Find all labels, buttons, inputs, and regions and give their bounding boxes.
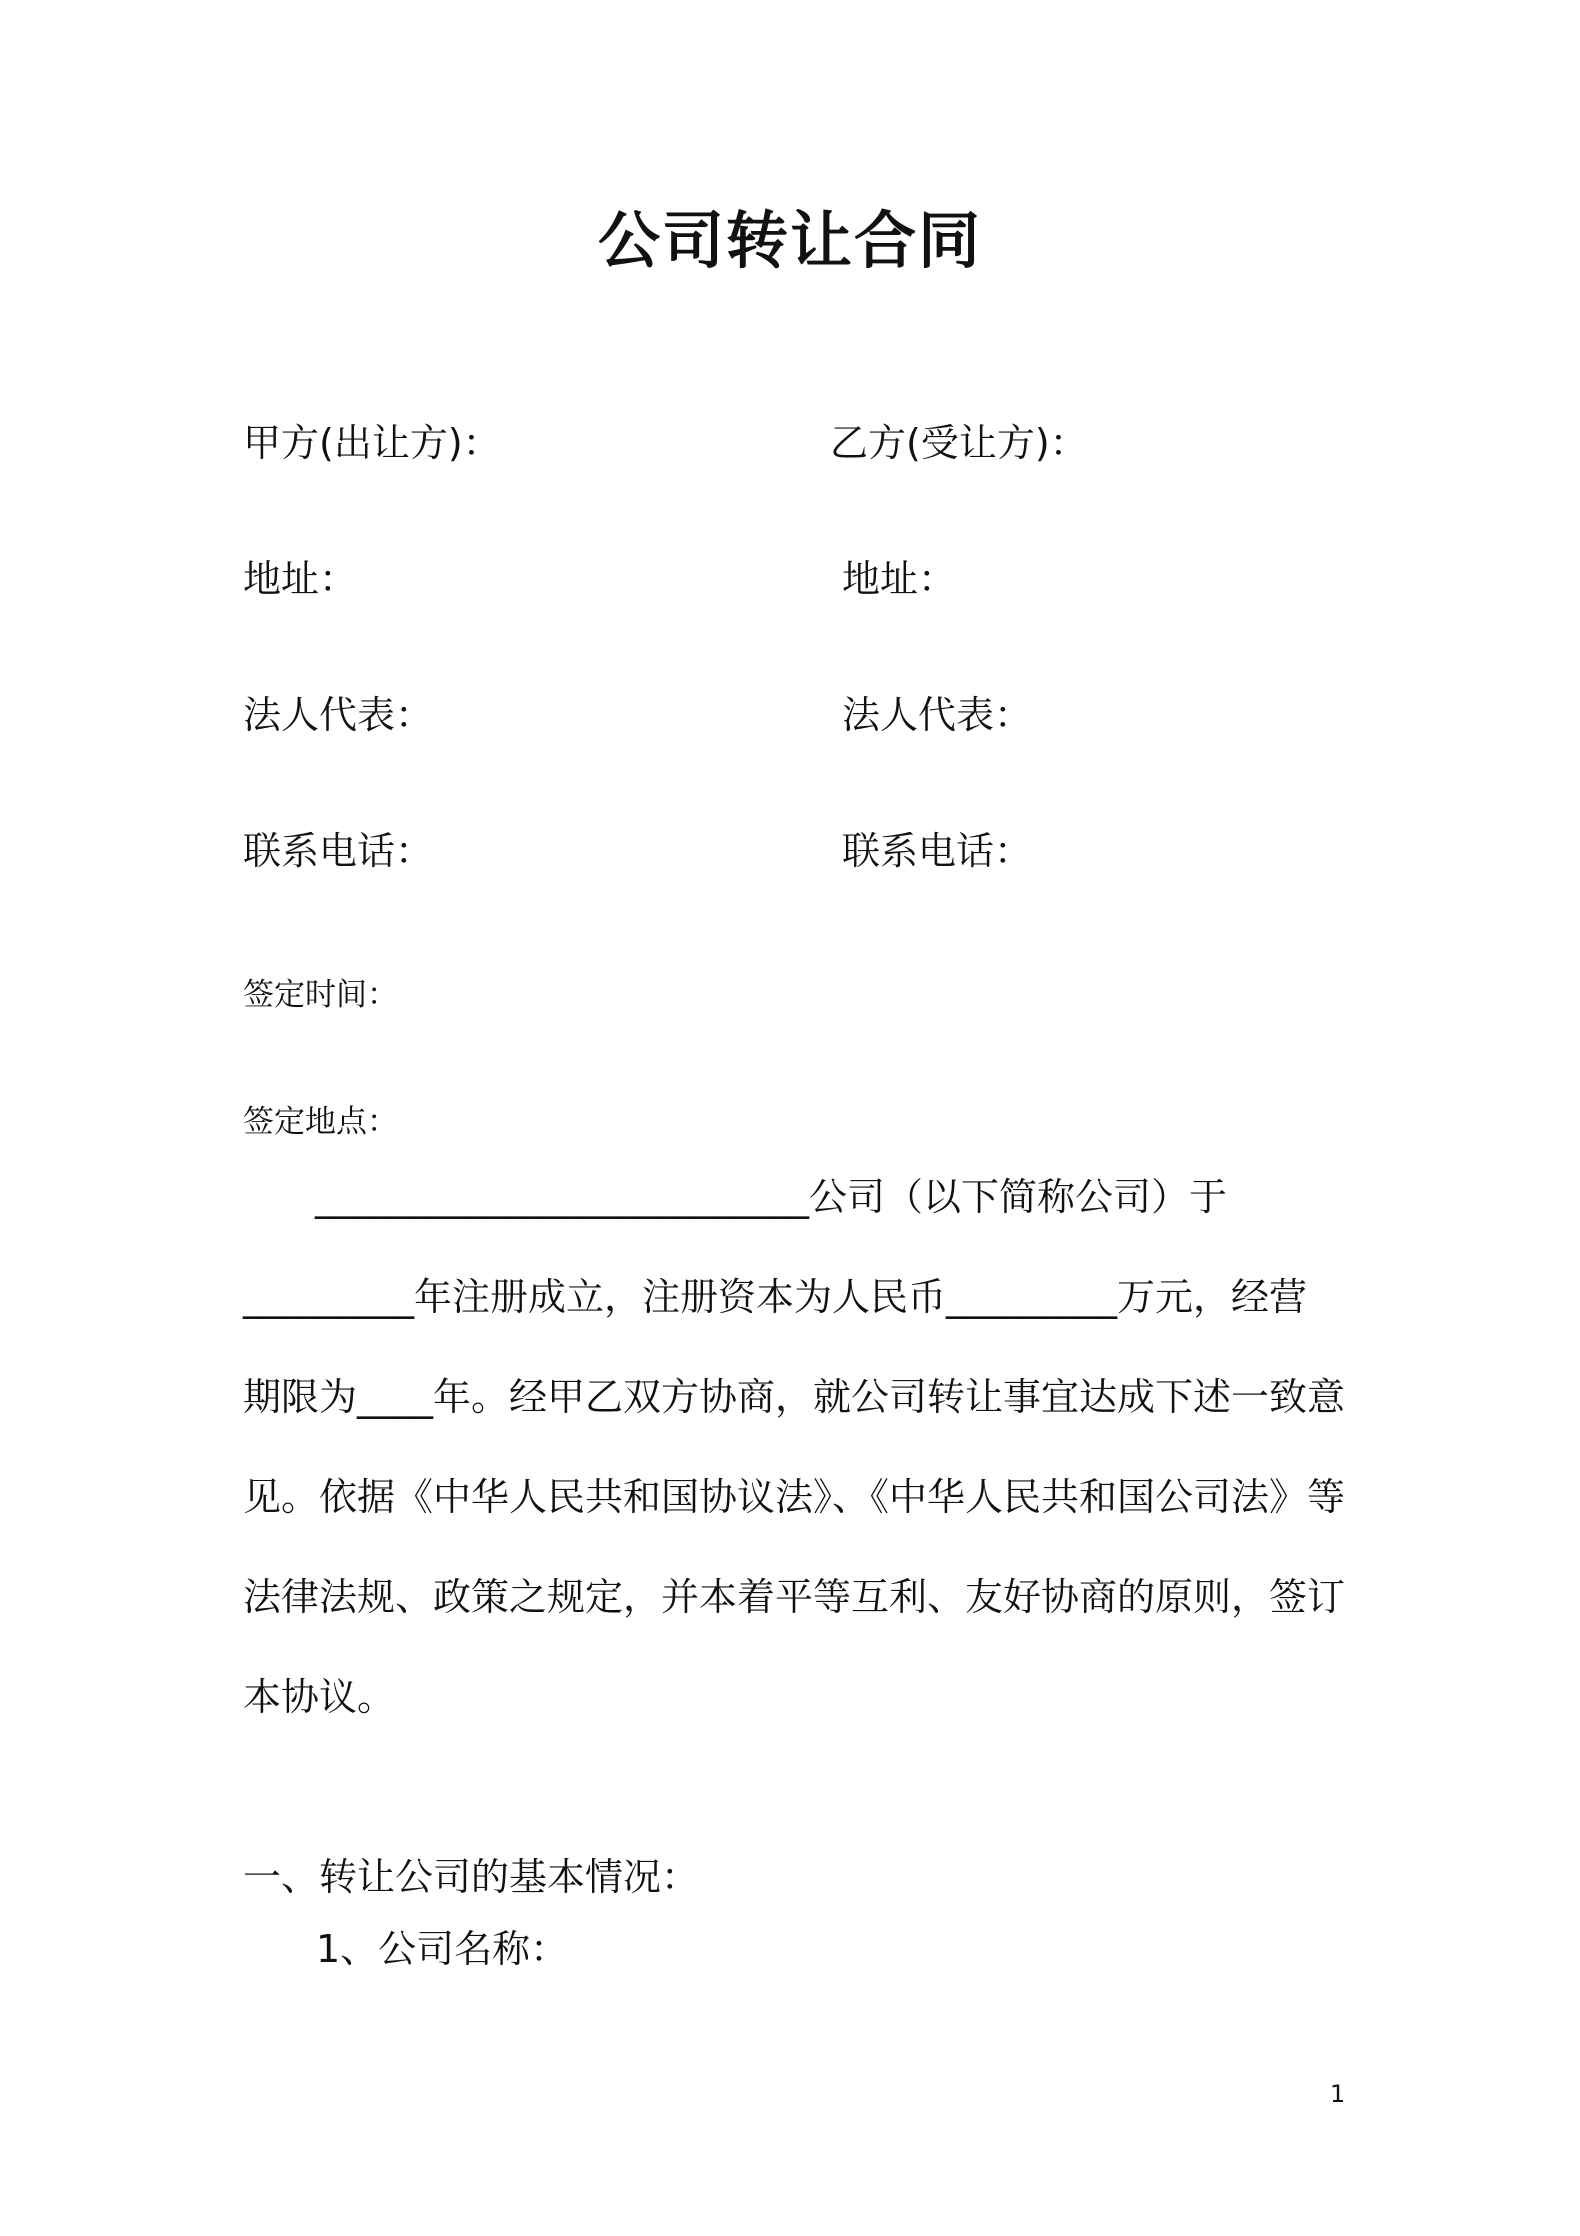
intro-line: 见。依据《中华人民共和国协议法》、《中华人民共和国公司法》等 — [243, 1475, 1346, 1519]
intro-line: 期限为____年。经甲乙双方协商，就公司转让事宜达成下述一致意 — [243, 1375, 1346, 1419]
party-b-legal-rep-label: 法人代表： — [842, 693, 1033, 737]
intro-paragraph — [243, 1147, 1346, 1747]
intro-line: 本协议。 — [243, 1675, 396, 1719]
intro-line: __________________________公司（以下简称公司）于 — [315, 1175, 1228, 1219]
party-a-label: 甲方(出让方)： — [243, 421, 501, 465]
section-1-heading: 一、转让公司的基本情况： — [243, 1855, 700, 1899]
party-a-legal-rep-label: 法人代表： — [243, 693, 434, 737]
page-number: 1 — [1330, 2080, 1346, 2108]
intro-line: 法律法规、政策之规定，并本着平等互利、友好协商的原则，签订 — [243, 1575, 1346, 1619]
sign-time-label: 签定时间： — [243, 977, 398, 1013]
section-1-item-1: 1、公司名称： — [316, 1927, 569, 1971]
sign-place-label: 签定地点： — [243, 1104, 398, 1140]
party-a-address-label: 地址： — [243, 557, 358, 601]
party-a-phone-label: 联系电话： — [243, 829, 434, 873]
party-b-label: 乙方(受让方)： — [830, 421, 1088, 465]
party-b-phone-label: 联系电话： — [842, 829, 1033, 873]
intro-line: _________年注册成立，注册资本为人民币_________万元，经营 — [243, 1275, 1308, 1319]
party-b-address-label: 地址： — [842, 557, 957, 601]
document-title: 公司转让合同 — [597, 204, 982, 277]
